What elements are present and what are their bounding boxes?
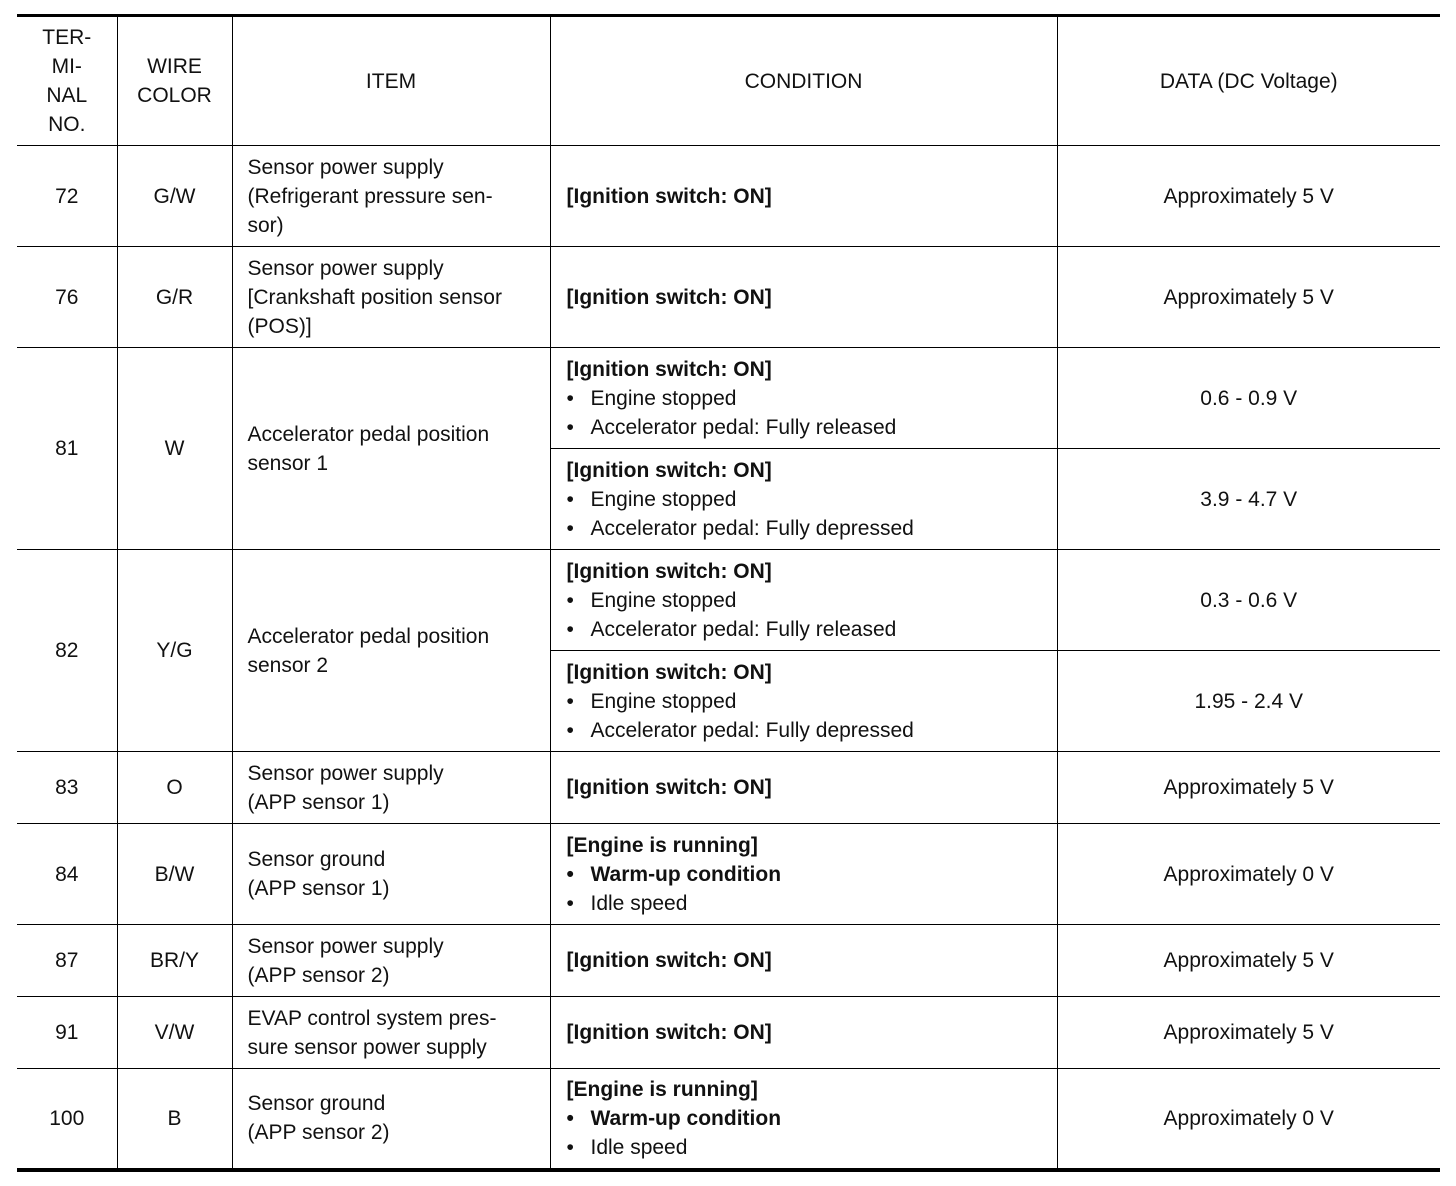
table-row <box>17 146 1440 247</box>
condition-bullet: • Accelerator pedal: Fully released <box>567 413 1057 442</box>
terminal-no: 72 <box>17 146 117 247</box>
wire-color: B/W <box>117 824 232 925</box>
table-row <box>17 824 1440 925</box>
voltage-value: 3.9 - 4.7 V <box>1057 449 1440 550</box>
item-line: Sensor ground <box>247 848 386 871</box>
item-cell <box>232 1069 550 1170</box>
header-terminal-line: TER- <box>42 26 92 49</box>
header-wire-line: WIRE <box>147 55 202 78</box>
condition-heading: [Engine is running] <box>566 833 758 857</box>
terminal-no: 82 <box>17 550 117 752</box>
wire-color: W <box>117 348 232 550</box>
item-line: sor) <box>247 213 284 237</box>
condition-cell <box>550 752 1057 824</box>
terminal-no: 81 <box>17 348 117 550</box>
wire-color: G/W <box>117 146 232 247</box>
voltage-value: Approximately 5 V <box>1057 752 1440 824</box>
condition-bullet: • Engine stopped <box>567 485 1057 514</box>
header-terminal-line: NAL <box>46 84 88 107</box>
condition-cell <box>550 1069 1057 1170</box>
wire-color: Y/G <box>117 550 232 752</box>
item-line: (APP sensor 1) <box>247 790 390 814</box>
item-line: Sensor power supply <box>247 934 444 958</box>
item-cell <box>232 348 550 550</box>
terminal-no: 83 <box>17 752 117 824</box>
wire-color: BR/Y <box>117 925 232 997</box>
voltage-value: Approximately 5 V <box>1057 146 1440 247</box>
terminal-data-table <box>17 14 1440 1172</box>
condition-cell <box>550 925 1057 997</box>
condition-heading: [Ignition switch: ON] <box>566 660 772 684</box>
condition-bullet: • Accelerator pedal: Fully depressed <box>567 514 1057 543</box>
item-line: (POS)] <box>247 314 312 338</box>
table-row <box>17 752 1440 824</box>
item-line: EVAP control system pres- <box>247 1006 497 1030</box>
table-row <box>17 925 1440 997</box>
wire-color: G/R <box>117 247 232 348</box>
item-line: Sensor power supply <box>247 761 444 785</box>
terminal-no: 91 <box>17 997 117 1069</box>
terminal-no: 76 <box>17 247 117 348</box>
condition-heading: [Ignition switch: ON] <box>566 458 772 482</box>
condition-cell <box>550 247 1057 348</box>
table-row <box>17 997 1440 1069</box>
voltage-value: Approximately 0 V <box>1057 1069 1440 1170</box>
item-line: Sensor ground <box>247 1092 386 1116</box>
terminal-no: 100 <box>17 1069 117 1170</box>
item-line: sure sensor power supply <box>247 1035 487 1059</box>
condition-bullet: • Engine stopped <box>567 384 1057 413</box>
item-cell <box>232 752 550 824</box>
condition-cell <box>550 651 1057 752</box>
table-row <box>17 247 1440 348</box>
terminal-no: 87 <box>17 925 117 997</box>
condition-bullet: • Warm-up condition <box>567 860 1057 889</box>
voltage-value: 0.6 - 0.9 V <box>1057 348 1440 449</box>
item-line: Sensor power supply <box>247 155 444 179</box>
header-terminal-line: NO. <box>48 113 86 136</box>
wire-color: V/W <box>117 997 232 1069</box>
item-cell <box>232 925 550 997</box>
item-line: (APP sensor 2) <box>247 1121 390 1145</box>
item-line: Sensor power supply <box>247 256 444 280</box>
voltage-value: Approximately 5 V <box>1057 997 1440 1069</box>
voltage-value: Approximately 5 V <box>1057 247 1440 348</box>
item-line: (Refrigerant pressure sen- <box>247 184 493 208</box>
terminal-no: 84 <box>17 824 117 925</box>
wire-color: O <box>117 752 232 824</box>
condition-cell <box>550 550 1057 651</box>
item-cell <box>232 824 550 925</box>
condition-cell <box>550 146 1057 247</box>
item-line: Accelerator pedal position <box>247 624 490 648</box>
header-terminal-line: MI- <box>51 55 82 78</box>
wire-color: B <box>117 1069 232 1170</box>
table-row <box>17 550 1440 651</box>
voltage-value: Approximately 5 V <box>1057 925 1440 997</box>
voltage-value: 1.95 - 2.4 V <box>1057 651 1440 752</box>
condition-heading: [Ignition switch: ON] <box>566 357 772 381</box>
condition-cell <box>550 997 1057 1069</box>
header-terminal <box>17 16 117 146</box>
table-row <box>17 348 1440 449</box>
condition-heading: [Ignition switch: ON] <box>566 1021 772 1044</box>
table-row <box>17 1069 1440 1170</box>
condition-bullet: • Idle speed <box>567 1133 1057 1162</box>
header-wire-color <box>117 16 232 146</box>
item-line: [Crankshaft position sensor <box>247 285 502 309</box>
condition-heading: [Ignition switch: ON] <box>566 949 772 972</box>
voltage-value: 0.3 - 0.6 V <box>1057 550 1440 651</box>
voltage-value: Approximately 0 V <box>1057 824 1440 925</box>
condition-bullet: • Engine stopped <box>567 687 1057 716</box>
condition-bullet: • Accelerator pedal: Fully depressed <box>567 716 1057 745</box>
condition-bullet: • Accelerator pedal: Fully released <box>567 615 1057 644</box>
item-line: (APP sensor 1) <box>247 877 390 900</box>
header-item: ITEM <box>232 16 550 146</box>
condition-bullet: • Idle speed <box>567 889 1057 918</box>
condition-bullet: • Warm-up condition <box>567 1104 1057 1133</box>
item-cell <box>232 997 550 1069</box>
item-line: (APP sensor 2) <box>247 963 390 987</box>
condition-bullet: • Engine stopped <box>567 586 1057 615</box>
item-line: sensor 2 <box>247 653 329 677</box>
header-condition: CONDITION <box>550 16 1057 146</box>
condition-cell <box>550 449 1057 550</box>
item-cell <box>232 247 550 348</box>
item-line: sensor 1 <box>247 451 329 475</box>
header-data: DATA (DC Voltage) <box>1057 16 1440 146</box>
item-cell <box>232 550 550 752</box>
header-row <box>17 16 1440 146</box>
condition-heading: [Engine is running] <box>566 1077 758 1101</box>
condition-heading: [Ignition switch: ON] <box>566 559 772 583</box>
header-wire-line: COLOR <box>137 84 212 107</box>
condition-heading: [Ignition switch: ON] <box>566 184 772 208</box>
item-cell <box>232 146 550 247</box>
item-line: Accelerator pedal position <box>247 422 490 446</box>
condition-heading: [Ignition switch: ON] <box>566 285 772 309</box>
condition-cell <box>550 824 1057 925</box>
condition-heading: [Ignition switch: ON] <box>566 776 772 799</box>
condition-cell <box>550 348 1057 449</box>
